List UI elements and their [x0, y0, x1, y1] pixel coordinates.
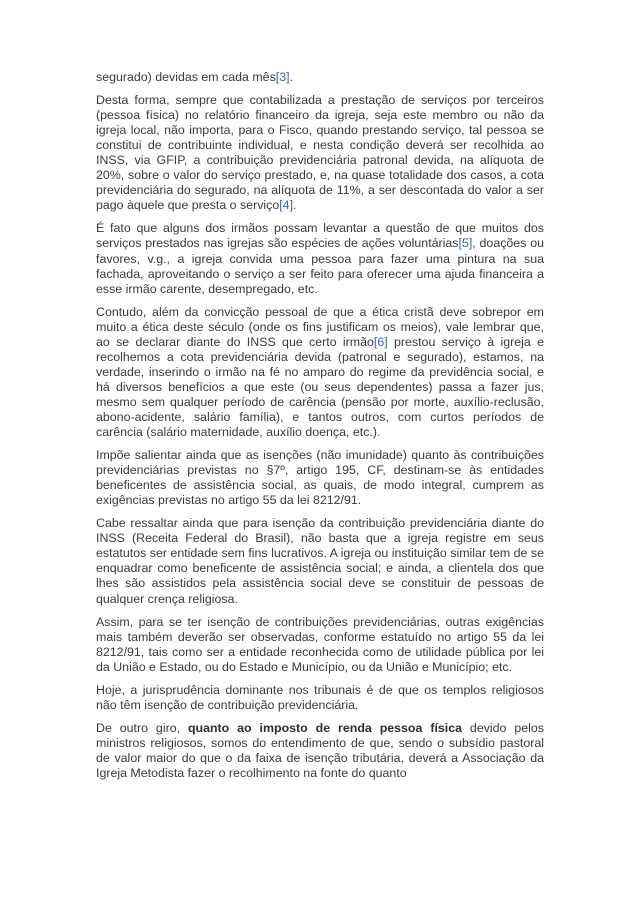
paragraph-2 — [96, 221, 544, 296]
bold-emphasis: quanto ao imposto de renda pessoa física — [187, 720, 463, 735]
footnote-link-5[interactable]: [5] — [458, 236, 473, 251]
paragraph-text: . — [289, 70, 293, 84]
paragraph-7: Hoje, a jurisprudência dominante nos tribunais é de que os templos religiosos não têm isenção de contribuição previdenciária. — [96, 682, 544, 712]
paragraph-text: Contudo, além da convicção pessoal de que a ética cristã deve sobrepor em muito a ética deste século (onde os fins justificam os meios), vale lembrar que, ao se declarar diante do INSS que certo irmão — [96, 304, 544, 349]
paragraph-4: Impõe salientar ainda que as isenções (não imunidade) quanto às contribuições previdenciárias previstas no §7º, artigo 195, CF, destinam-se às entidades beneficentes de assistência social, as quais, de modo integral, cumprem as exigências previstas no artigo 55 da lei 8212/91. — [96, 448, 544, 508]
paragraph-6: Assim, para se ter isenção de contribuições previdenciárias, outras exigências mais também deverão ser observadas, conforme estatuído no artigo 55 da lei 8212/91, tais como ser a entidade reconhecida como de utilidade pública por lei da União e Estado, ou do Estado e Município, ou da União e Município; etc. — [96, 614, 544, 674]
paragraph-text: segurado) devidas em cada mês — [96, 70, 276, 84]
paragraph-text: prestou serviço à igreja e recolhemos a cota previdenciária devida (patronal e segurado), estamos, na verdade, inserindo o irmão na fé no amparo do regime da previdência social, e há diversos benefícios a que este (ou seus dependentes) passa a fazer jus, mesmo sem qualquer período de carência (pensão por morte, auxílio-reclusão, abono-acidente, salário família), e tantos outros, com curtos períodos de carência (salário maternidade, auxílio doença, etc.). — [96, 334, 544, 440]
paragraph-text: devido pelos ministros religiosos, somos do entendimento de que, sendo o subsídio pastoral de valor maior do que o da faixa de isenção tributária, deverá a Associação da Igreja Metodista fazer o recolhimento na fonte do quanto — [96, 720, 544, 780]
paragraph-continuation — [96, 70, 544, 85]
footnote-link-3[interactable]: [3] — [275, 70, 290, 84]
paragraph-text: De outro giro, — [96, 720, 188, 735]
paragraph-5: Cabe ressaltar ainda que para isenção da contribuição previdenciária diante do INSS (Receita Federal do Brasil), não basta que a igreja registre em seus estatutos ser entidade sem fins lucrativos. A igreja ou instituição similar tem de se enquadrar como beneficente de assistência social; e ainda, a clientela dos que lhes são assistidos pela assistência social deve se constituir de pessoas de qualquer crença religiosa. — [96, 516, 544, 606]
paragraph-text: Desta forma, sempre que contabilizada a prestação de serviços por terceiros (pessoa física) no relatório financeiro da igreja, seja este membro ou não da igreja local, não importa, para o Fisco, quando prestando serviço, tal pessoa se constitui de contribuinte individual, e nesta condição deverá ser recolhida ao INSS, via GFIP, a contribuição previdenciária patronal devida, na alíquota de 20%, sobre o valor do serviço prestado, e, na quase totalidade dos casos, a cota previdenciária do segurado, na alíquota de 11%, a ser descontada do valor a ser pago àquele que presta o serviço — [96, 93, 544, 213]
paragraph-text: É fato que alguns dos irmãos possam levantar a questão de que muitos dos serviços prestados nas igrejas são espécies de ações voluntárias — [96, 221, 544, 251]
paragraph-3 — [96, 305, 544, 440]
paragraph-8 — [96, 721, 544, 781]
paragraph-text: , doações ou favores, v.g., a igreja convida uma pessoa para fazer uma pintura na sua fachada, aproveitando o serviço a ser feito para oferecer uma ajuda financeira a esse irmão carente, desempregado, etc. — [96, 236, 544, 296]
paragraph-1 — [96, 93, 544, 213]
paragraph-text: . — [293, 198, 297, 213]
footnote-link-6[interactable]: [6] — [373, 334, 388, 349]
footnote-link-4[interactable]: [4] — [279, 198, 294, 213]
document-body — [96, 70, 544, 789]
